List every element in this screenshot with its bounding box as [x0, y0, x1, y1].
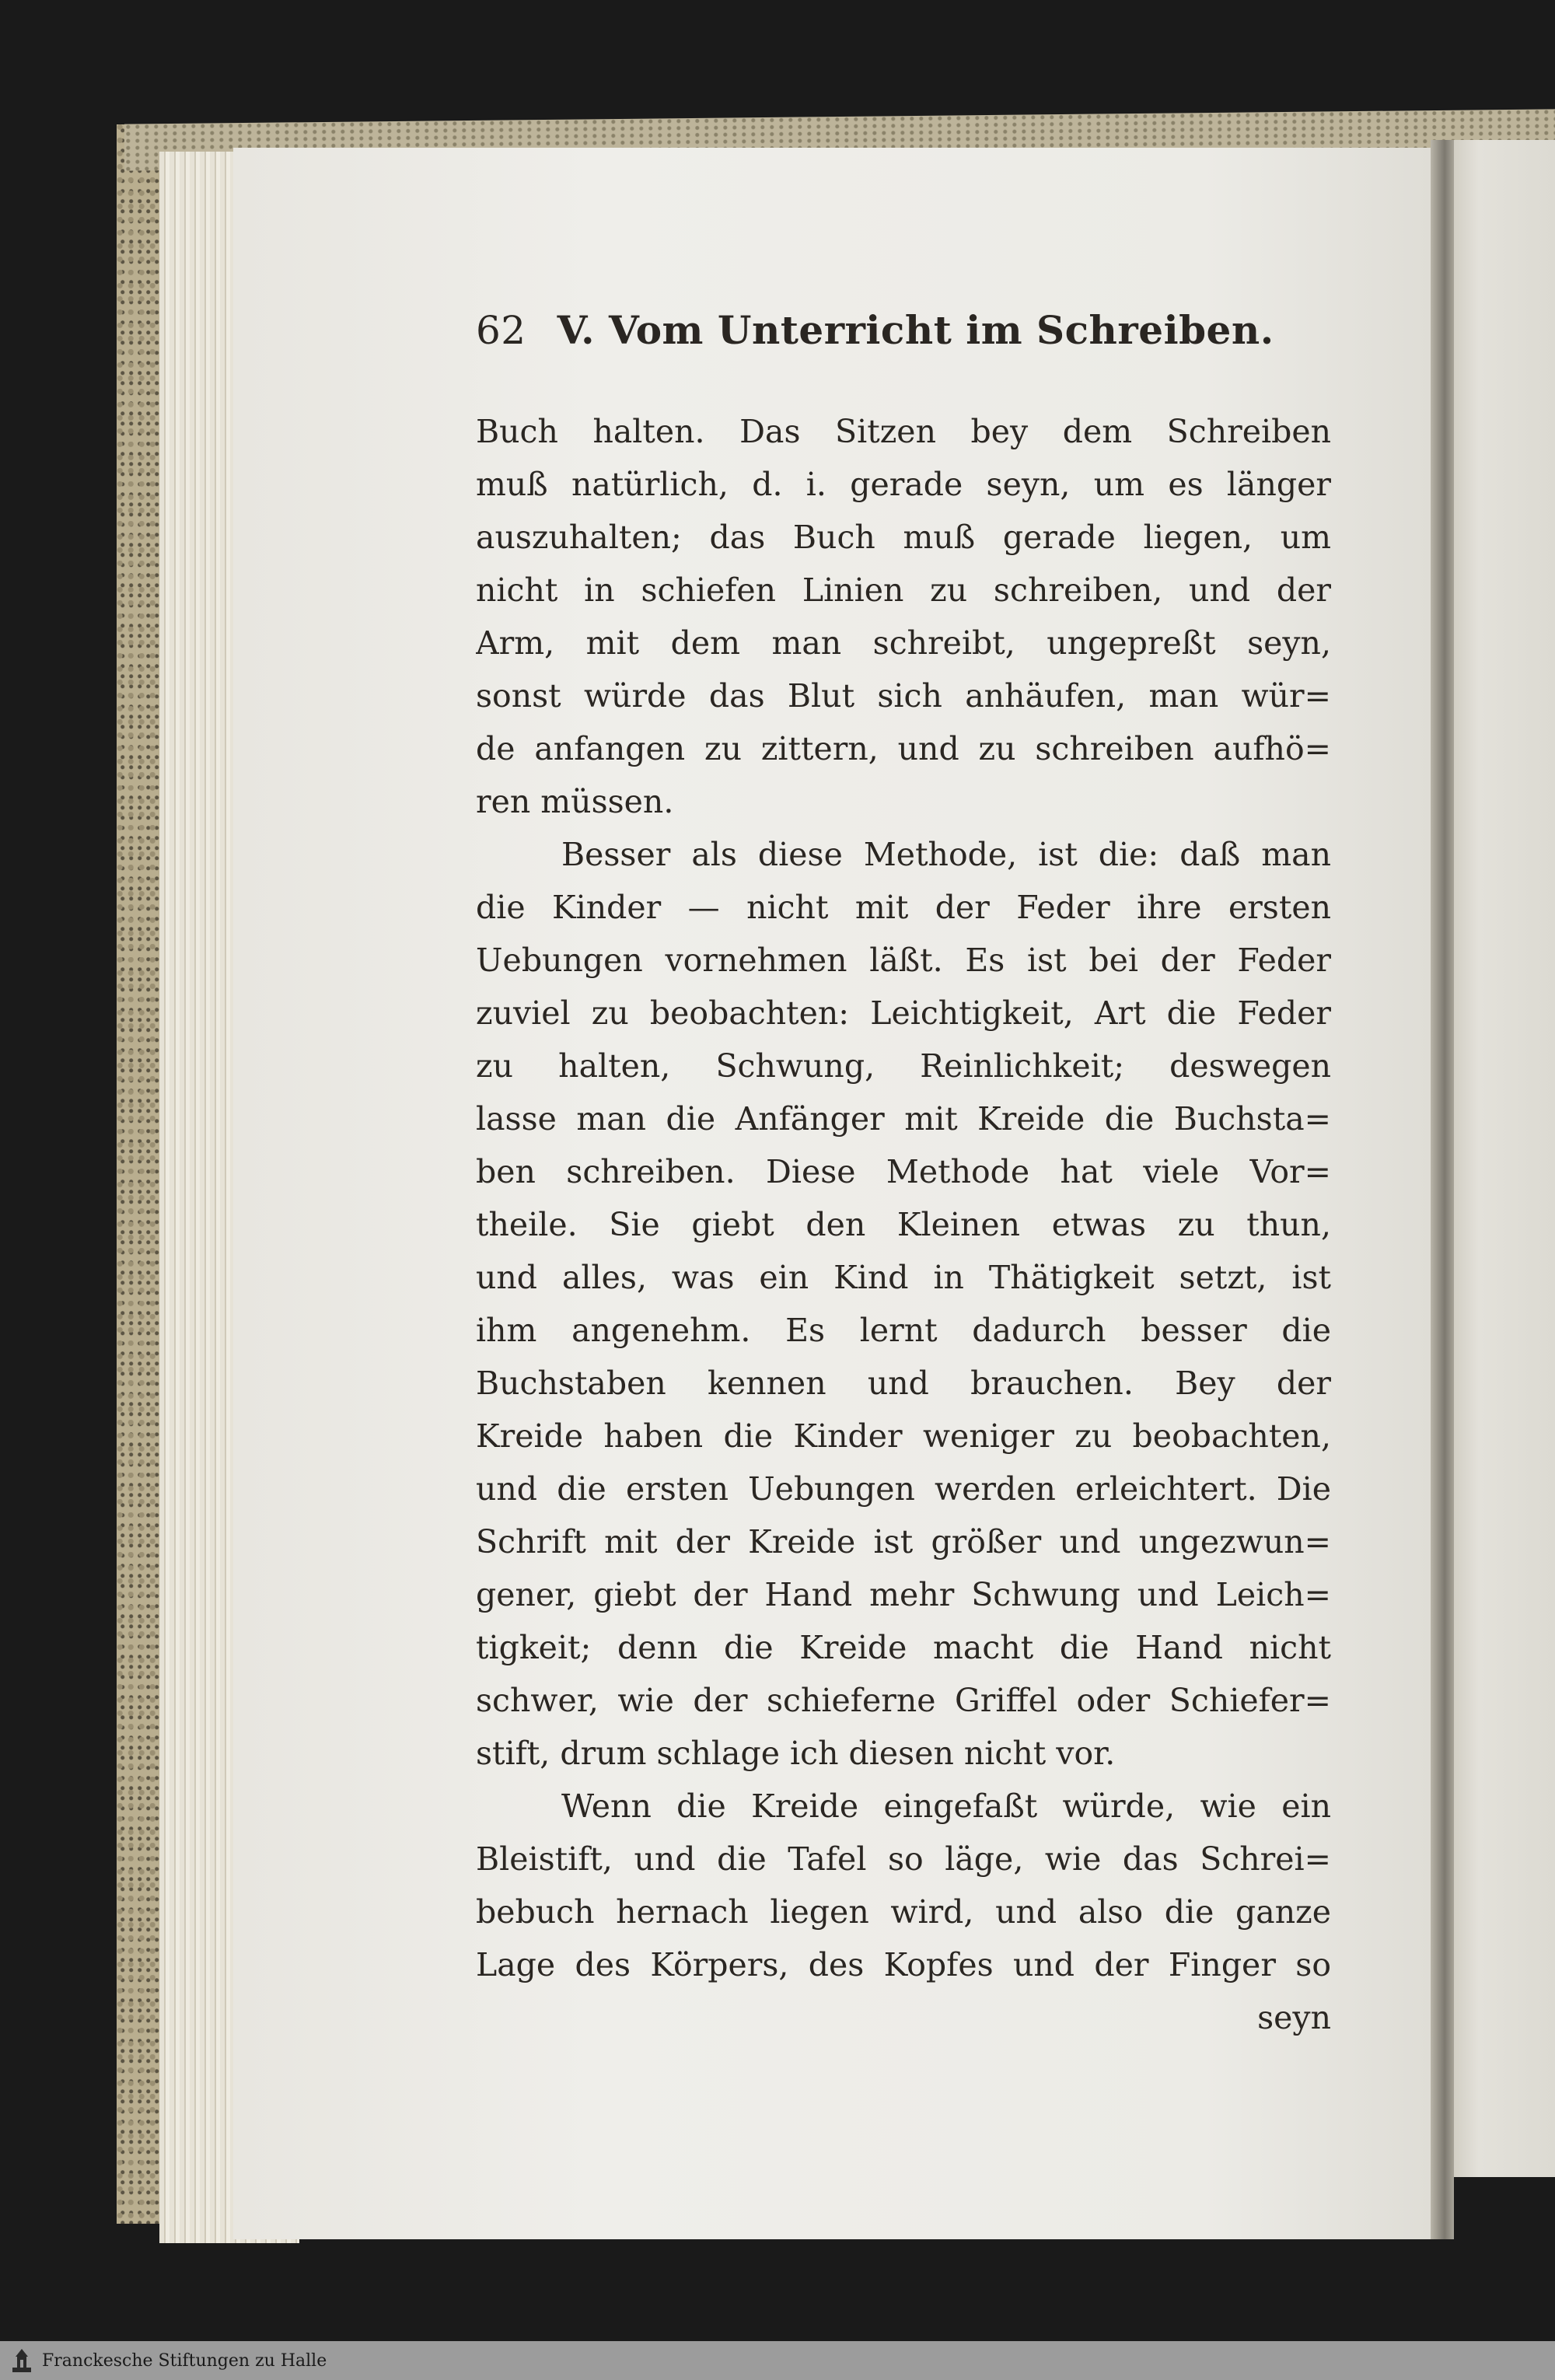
text-line: Schrift mit der Kreide ist größer und ungezwun= [476, 1523, 1331, 1560]
text-line: und alles, was ein Kind in Thätigkeit setzt, ist [476, 1259, 1331, 1296]
institution-logo-icon [11, 2347, 33, 2374]
text-line: theile. Sie giebt den Kleinen etwas zu thun, [476, 1206, 1331, 1243]
text-line: ihm angenehm. Es lernt dadurch besser die [476, 1312, 1331, 1349]
text-line: bebuch hernach liegen wird, und also die ganze [476, 1893, 1331, 1931]
text-line: de anfangen zu zittern, und zu schreiben aufhö= [476, 730, 1331, 767]
book-gutter [1431, 140, 1454, 2239]
text-line: und die ersten Uebungen werden erleichtert. Die [476, 1470, 1331, 1508]
text-line: Arm, mit dem man schreibt, ungepreßt seyn, [476, 624, 1331, 662]
running-header [476, 307, 1331, 377]
page-text [476, 307, 1331, 2044]
text-line: Kreide haben die Kinder weniger zu beobachten, [476, 1417, 1331, 1455]
text-line: ren müssen. [476, 783, 674, 820]
text-line: ben schreiben. Diese Methode hat viele Vor= [476, 1153, 1331, 1190]
chapter-title: V. Vom Unterricht im Schreiben. [557, 307, 1274, 353]
text-line: sonst würde das Blut sich anhäufen, man wür= [476, 677, 1331, 715]
text-line: Uebungen vornehmen läßt. Es ist bei der Feder [476, 942, 1331, 979]
footer-bar [0, 2341, 1555, 2380]
text-line: lasse man die Anfänger mit Kreide die Buchsta= [476, 1100, 1331, 1138]
institution-name: Franckesche Stiftungen zu Halle [42, 2350, 327, 2371]
text-line: nicht in schiefen Linien zu schreiben, und der [476, 571, 1331, 609]
text-line: Buchstaben kennen und brauchen. Bey der [476, 1365, 1331, 1402]
text-line: zuviel zu beobachten: Leichtigkeit, Art die Feder [476, 994, 1331, 1032]
text-line: stift, drum schlage ich diesen nicht vor. [476, 1735, 1116, 1772]
text-line: muß natürlich, d. i. gerade seyn, um es länger [476, 466, 1331, 503]
text-line: tigkeit; denn die Kreide macht die Hand nicht [476, 1629, 1331, 1666]
facing-page [1446, 140, 1555, 2177]
text-line: zu halten, Schwung, Reinlichkeit; deswegen [476, 1047, 1331, 1085]
text-line: auszuhalten; das Buch muß gerade liegen, um [476, 519, 1331, 556]
text-line: gener, giebt der Hand mehr Schwung und Leich= [476, 1576, 1331, 1613]
catchword: seyn [1257, 1999, 1331, 2036]
text-line: Bleistift, und die Tafel so läge, wie das Schrei= [476, 1840, 1331, 1878]
text-line: schwer, wie der schieferne Griffel oder Schiefer= [476, 1682, 1331, 1719]
text-line: Lage des Körpers, des Kopfes und der Finger so [476, 1946, 1331, 1983]
paragraph-start: Besser als diese Methode, ist die: daß man [561, 836, 1331, 873]
text-line: Buch halten. Das Sitzen bey dem Schreiben [476, 413, 1331, 450]
paragraph-start: Wenn die Kreide eingefaßt würde, wie ein [561, 1788, 1331, 1825]
text-line: die Kinder — nicht mit der Feder ihre ersten [476, 889, 1331, 926]
page-number: 62 [476, 308, 526, 353]
